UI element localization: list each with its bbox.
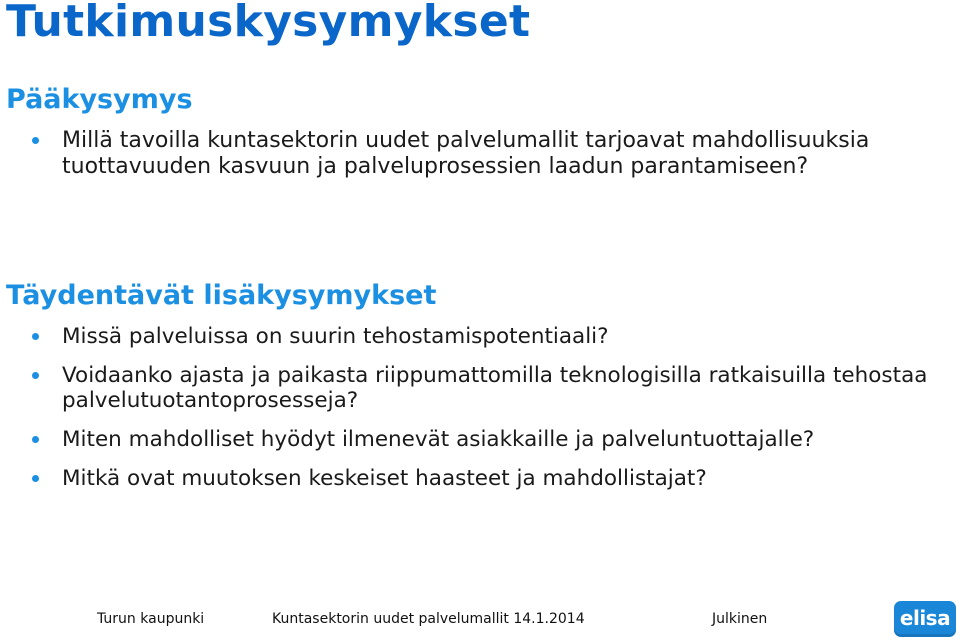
logo-text: elisa — [899, 606, 951, 630]
list-item-text: Missä palveluissa on suurin tehostamispotentiaali? — [62, 324, 609, 349]
bullet-dot-icon — [32, 372, 39, 379]
section-heading-main-question: Pääkysymys — [6, 84, 193, 115]
list-item — [0, 466, 955, 491]
bullet-dot-icon — [32, 137, 39, 144]
bullet-dot-icon — [32, 475, 39, 482]
list-item-text: Millä tavoilla kuntasektorin uudet palvelumallit tarjoavat mahdollisuuksia tuottavuuden kasvuun ja palveluprosessien laadun parantamiseen? — [62, 128, 870, 179]
list-item-text: Mitkä ovat muutoksen keskeiset haasteet ja mahdollistajat? — [62, 466, 707, 491]
list-item — [0, 427, 955, 452]
footer-classification: Julkinen — [712, 611, 768, 627]
bullet-dot-icon — [32, 436, 39, 443]
footer-organization: Turun kaupunki — [97, 611, 205, 627]
additional-questions-list — [0, 324, 955, 505]
footer-presentation-title: Kuntasektorin uudet palvelumallit 14.1.2014 — [272, 611, 585, 627]
section-heading-additional-questions: Täydentävät lisäkysymykset — [6, 280, 437, 311]
list-item — [0, 363, 955, 413]
elisa-logo — [894, 601, 956, 637]
main-question-list — [0, 128, 900, 193]
bullet-dot-icon — [32, 333, 39, 340]
list-item-text: Miten mahdolliset hyödyt ilmenevät asiakkaille ja palveluntuottajalle? — [62, 427, 815, 452]
list-item-text: Voidaanko ajasta ja paikasta riippumattomilla teknologisilla ratkaisuilla tehostaa palvelutuotantoprosesseja? — [62, 363, 928, 413]
slide-title: Tutkimuskysymykset — [6, 0, 531, 47]
list-item — [0, 324, 955, 349]
list-item — [0, 128, 900, 179]
